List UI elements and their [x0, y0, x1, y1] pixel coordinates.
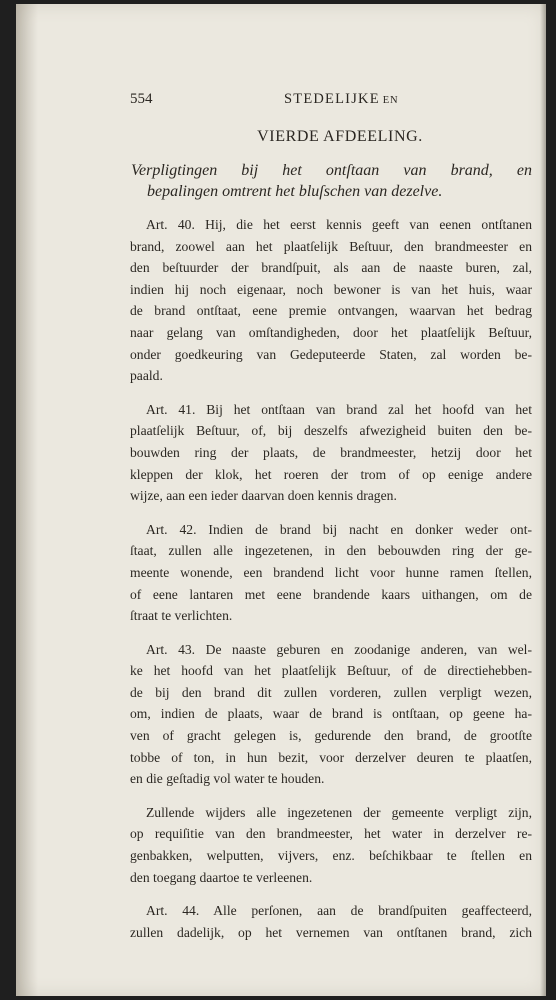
text-line: ſtraat te verlichten. — [130, 608, 233, 624]
text-line: genbakken, welputten, vijvers, enz. beſchikbaar te ſtellen en — [130, 848, 532, 864]
running-title — [284, 91, 398, 108]
text-line: bouwden ring der plaats, de brandmeester, hetzij door het — [130, 444, 532, 460]
text-line: plaatſelijk Beſtuur, of, bij deszelfs afwezigheid buiten den be- — [130, 423, 532, 439]
text-line: indien hij noch eigenaar, noch bewoner is van het huis, waar — [130, 281, 532, 297]
running-head — [130, 90, 532, 112]
section-title: VIERDE AFDEELING. — [257, 128, 423, 145]
text-line: ke het hoofd van het plaatſelijk Beſtuur, of de directiehebben- — [130, 663, 532, 679]
text-line: zullen dadelijk, op het vernemen van ontſtanen brand, zich — [130, 924, 532, 940]
text-line: om, indien de plaats, waar de brand is ontſtaan, op geene ha- — [130, 706, 532, 722]
text-line: Art. 44. Alle perſonen, aan de brandſpuiten geaffecteerd, — [146, 903, 532, 919]
article-paragraph — [130, 900, 532, 943]
article-paragraph — [130, 639, 532, 790]
text-line: meente wonende, een brandend licht voor hunne ramen ſtellen, — [130, 564, 532, 580]
text-line: den toegang daartoe te verleenen. — [130, 869, 313, 885]
section-subtitle — [130, 160, 532, 202]
subtitle-line: Verpligtingen bij het ontſtaan van brand, en — [131, 162, 532, 179]
text-line: paald. — [130, 368, 163, 384]
binding-shadow — [16, 4, 38, 996]
text-line: brand, zoowel aan het plaatſelijk Beſtuur, den brandmeester en — [130, 238, 532, 254]
text-line: of eene lantaren met eene brandende kaars uithangen, om de — [130, 586, 532, 602]
text-line: Art. 43. De naaste geburen en zoodanige anderen, van wel- — [146, 641, 532, 657]
book-page — [16, 4, 546, 996]
text-line: naar gelang van omſtandigheden, door het plaatſelijk Beſtuur, — [130, 324, 532, 340]
page-edge — [540, 4, 546, 996]
text-line: Art. 41. Bij het ontſtaan van brand zal het hoofd van het — [146, 401, 532, 417]
article-paragraph — [130, 399, 532, 507]
text-line: den beſtuurder der brandſpuit, als aan de naaste buren, zal, — [130, 260, 532, 276]
text-line: wijze, aan een ieder daarvan doen kennis dragen. — [130, 488, 397, 504]
text-line: kleppen der klok, het roeren der trom of op eenige andere — [130, 466, 532, 482]
text-line: de brand ontſtaat, eene premie ontvangen, waarvan het bedrag — [130, 303, 532, 319]
page-number: 554 — [130, 91, 153, 107]
text-line: op requiſitie van den brandmeester, het water in derzelver re- — [130, 826, 532, 842]
articles — [130, 214, 532, 943]
text-line: ven of gracht gelegen is, gedurende den brand, de grootſte — [130, 728, 532, 744]
text-line: en die geſtadig vol water te houden. — [130, 771, 325, 787]
text-line: Zullende wijders alle ingezetenen der gemeente verpligt zijn, — [146, 804, 532, 820]
article-paragraph — [130, 519, 532, 627]
running-title-small: EN — [382, 95, 399, 106]
page-content — [130, 90, 532, 943]
article-paragraph — [130, 802, 532, 888]
running-title-main: STEDELIJKE — [284, 91, 380, 107]
text-line: Art. 40. Hij, die het eerst kennis geeft van eenen ontſtanen — [146, 217, 532, 232]
subtitle-line: bepalingen omtrent het bluſschen van dezelve. — [147, 183, 443, 200]
text-line: de bij den brand dit zullen vorderen, zullen verpligt wezen, — [130, 684, 532, 700]
article-paragraph — [130, 214, 532, 387]
text-line: tobbe of ton, in hun bezit, voor derzelver deuren te plaatſen, — [130, 749, 532, 765]
text-line: onder goedkeuring van Gedeputeerde Staten, zal worden be- — [130, 346, 532, 362]
text-line: Art. 42. Indien de brand bij nacht en donker weder ont- — [146, 521, 532, 537]
text-line: ſtaat, zullen alle ingezetenen, in den bebouwden ring der ge- — [130, 543, 532, 559]
